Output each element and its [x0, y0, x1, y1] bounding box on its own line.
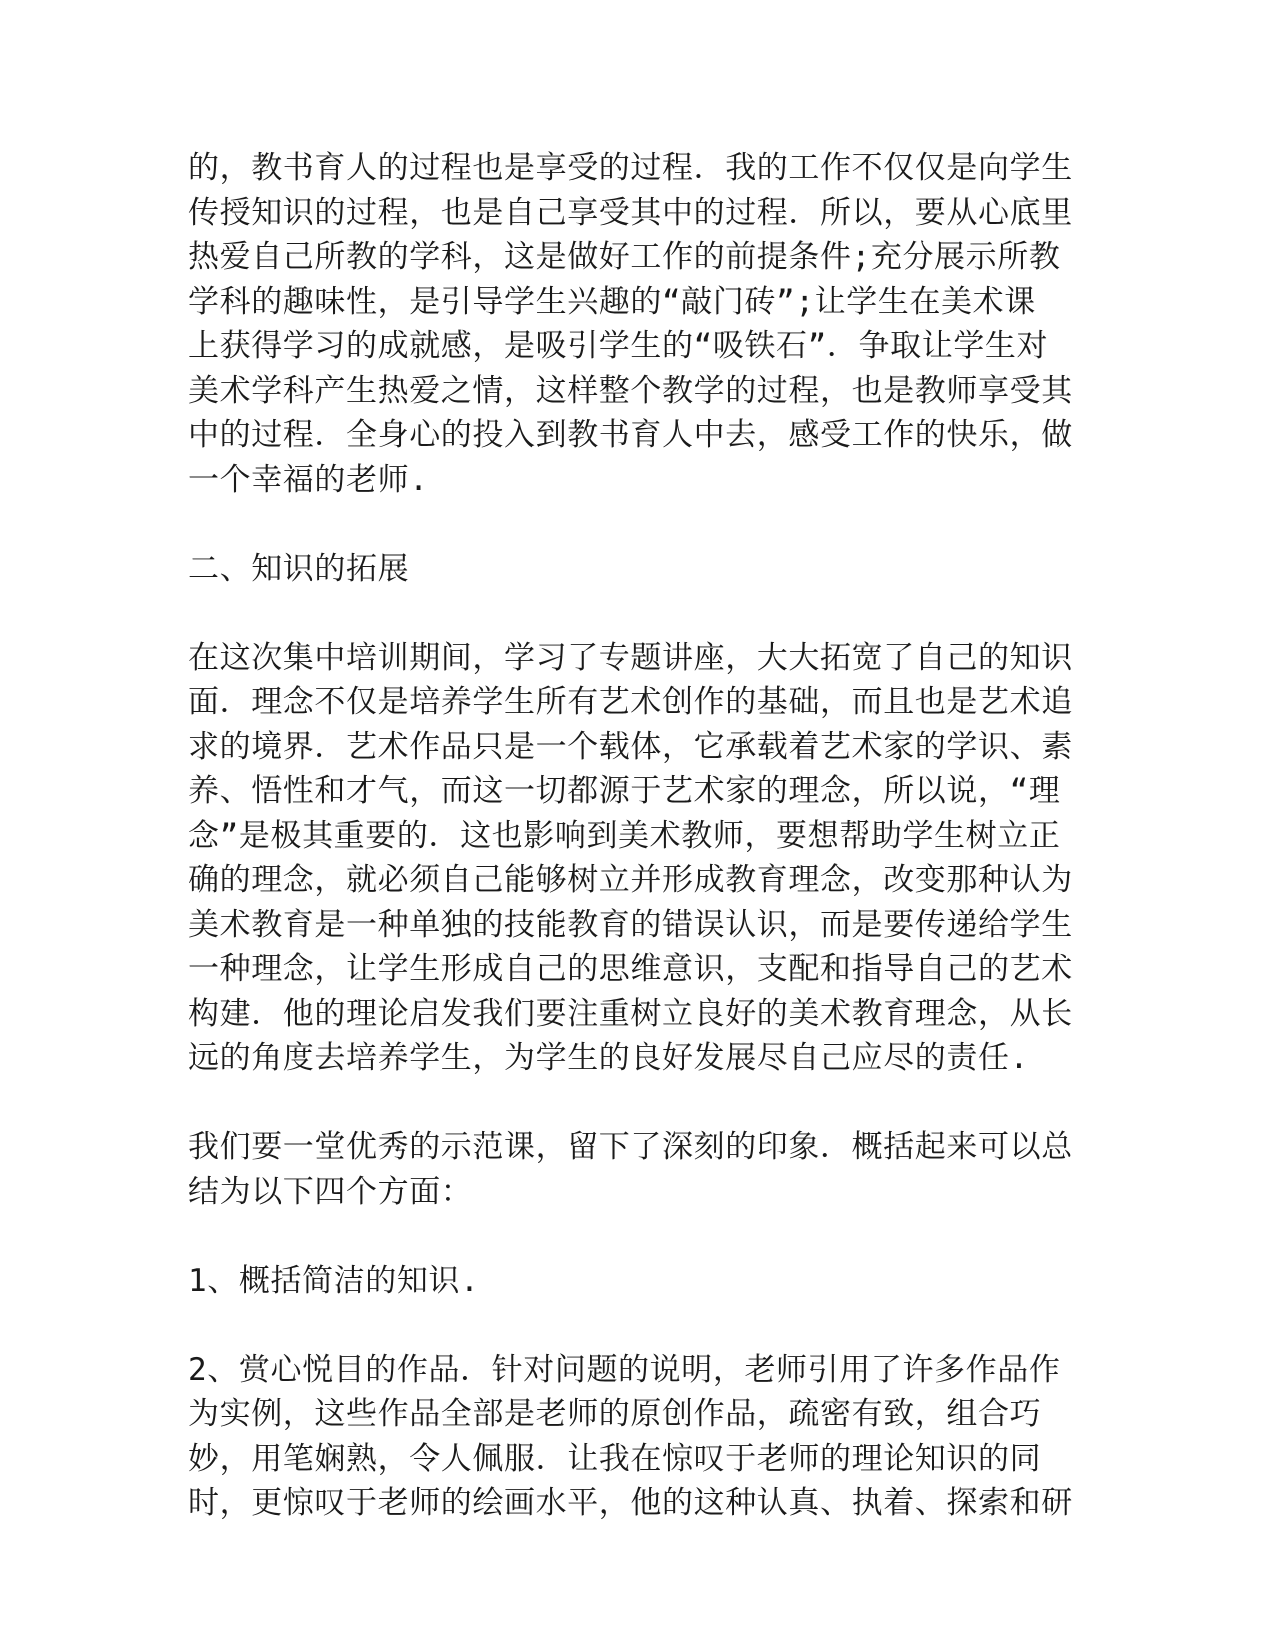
text-line: 求的境界．艺术作品只是一个载体，它承载着艺术家的学识、素	[188, 728, 1073, 765]
text-line: 在这次集中培训期间，学习了专题讲座，大大拓宽了自己的知识	[188, 639, 1073, 676]
text-line: 远的角度去培养学生，为学生的良好发展尽自己应尽的责任.	[188, 1040, 1029, 1076]
paragraph-training-concept	[188, 636, 1108, 1081]
text-line: 构建．他的理论启发我们要注重树立良好的美术教育理念，从长	[188, 995, 1073, 1032]
text-line: 为实例，这些作品全部是老师的原创作品，疏密有致，组合巧	[188, 1396, 1042, 1432]
document-body	[188, 146, 1108, 1526]
text-line: 热爱自己所教的学科，这是做好工作的前提条件;充分展示所教	[188, 239, 1061, 275]
text-line: 中的过程．全身心的投入到教书育人中去，感受工作的快乐，做	[188, 417, 1073, 453]
text-line: 1、概括简洁的知识.	[188, 1262, 480, 1299]
text-line: 妙，用笔娴熟，令人佩服．让我在惊叹于老师的理论知识的同	[188, 1440, 1042, 1477]
paragraph-spacer	[188, 1081, 1108, 1126]
heading-text: 二、知识的拓展	[188, 550, 410, 587]
text-line: 上获得学习的成就感，是吸引学生的“吸铁石”．争取让学生对	[188, 328, 1049, 364]
text-line: 美术教育是一种单独的技能教育的错误认识，而是要传递给学生	[188, 906, 1073, 943]
text-line: 念”是极其重要的．这也影响到美术教师，要想帮助学生树立正	[188, 817, 1061, 854]
text-line: 学科的趣味性，是引导学生兴趣的“敲门砖”;让学生在美术课	[188, 283, 1036, 320]
text-line: 一种理念，让学生形成自己的思维意识，支配和指导自己的艺术	[188, 951, 1073, 987]
paragraph-teaching-joy	[188, 146, 1108, 502]
text-line: 时，更惊叹于老师的绘画水平，他的这种认真、执着、探索和研	[188, 1485, 1073, 1521]
paragraph-spacer	[188, 502, 1108, 547]
text-line: 2、赏心悦目的作品．针对问题的说明，老师引用了许多作品作	[188, 1351, 1061, 1388]
section-heading-knowledge-expansion	[188, 547, 1108, 592]
list-item-2	[188, 1348, 1108, 1526]
text-line: 一个幸福的老师.	[188, 461, 429, 498]
text-line: 结为以下四个方面：	[188, 1173, 473, 1210]
text-line: 面．理念不仅是培养学生所有艺术创作的基础，而且也是艺术追	[188, 684, 1073, 720]
list-item-1	[188, 1259, 1108, 1304]
text-line: 美术学科产生热爱之情，这样整个教学的过程，也是教师享受其	[188, 372, 1073, 409]
text-line: 确的理念，就必须自己能够树立并形成教育理念，改变那种认为	[188, 862, 1073, 898]
paragraph-spacer	[188, 591, 1108, 636]
paragraph-demo-lesson	[188, 1125, 1108, 1214]
text-line: 的，教书育人的过程也是享受的过程．我的工作不仅仅是向学生	[188, 150, 1073, 186]
text-line: 传授知识的过程，也是自己享受其中的过程．所以，要从心底里	[188, 194, 1073, 231]
text-line: 我们要一堂优秀的示范课，留下了深刻的印象．概括起来可以总	[188, 1129, 1073, 1165]
paragraph-spacer	[188, 1214, 1108, 1259]
text-line: 养、悟性和才气，而这一切都源于艺术家的理念，所以说，“理	[188, 773, 1061, 809]
paragraph-spacer	[188, 1303, 1108, 1348]
